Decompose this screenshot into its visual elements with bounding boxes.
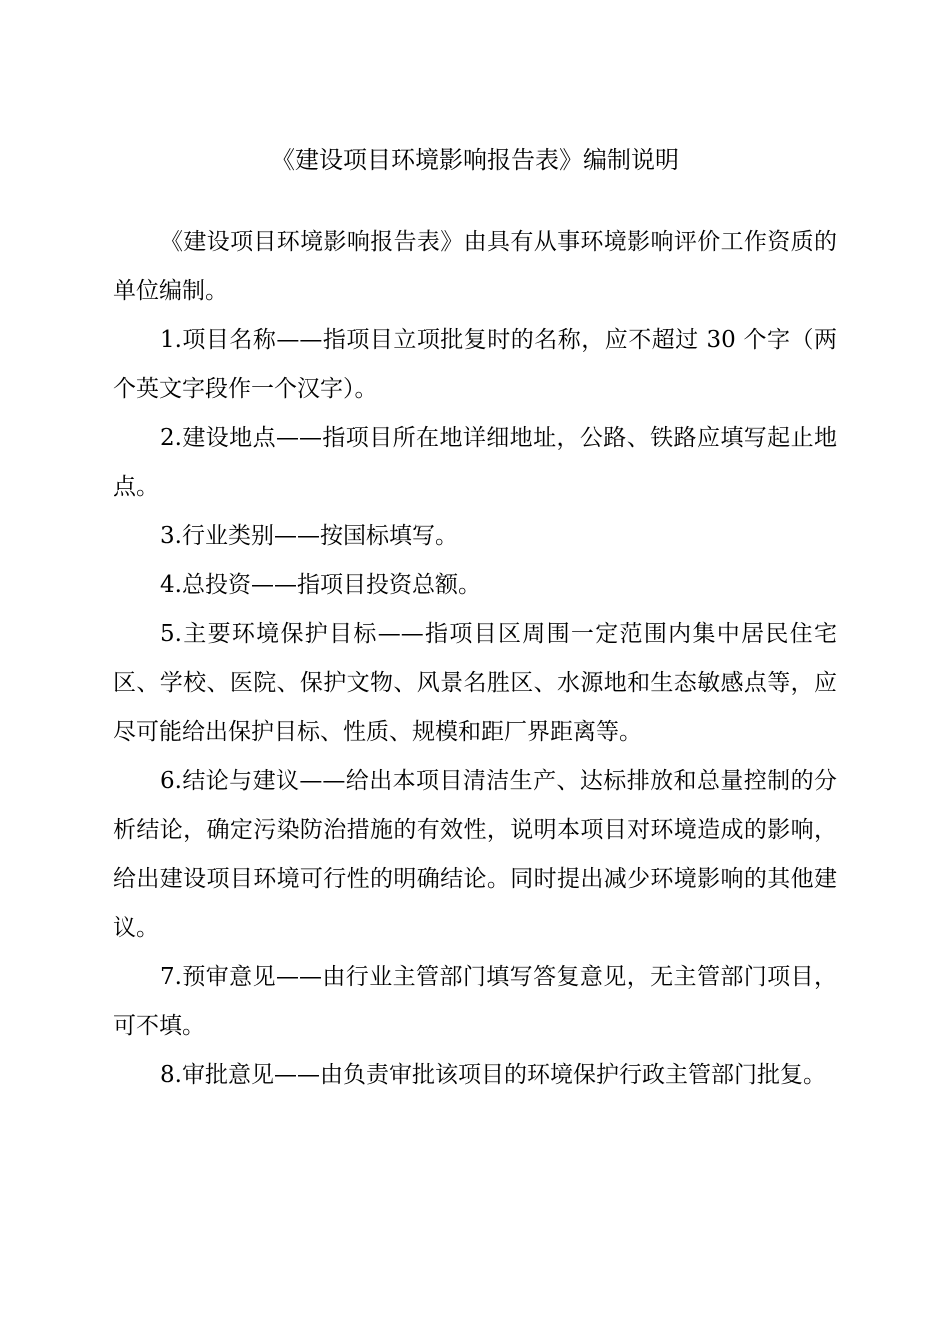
item-total-investment: 4.总投资——指项目投资总额。: [160, 572, 481, 598]
document-title: 《建设项目环境影响报告表》编制说明: [271, 146, 679, 174]
item-preliminary-review: 7.预审意见——由行业主管部门填写答复意见，无主管部门项目，可不填。: [113, 964, 837, 1039]
item-conclusions-suggestions: 6.结论与建议——给出本项目清洁生产、达标排放和总量控制的分析结论，确定污染防治措施的有效性，说明本项目对环境造成的影响，给出建设项目环境可行性的明确结论。同时提出减少环境影响的其他建议。: [113, 768, 837, 941]
intro-paragraph: 《建设项目环境影响报告表》由具有从事环境影响评价工作资质的单位编制。: [113, 229, 837, 304]
item-protection-targets: 5.主要环境保护目标——指项目区周围一定范围内集中居民住宅区、学校、医院、保护文物、风景名胜区、水源地和生态敏感点等，应尽可能给出保护目标、性质、规模和距厂界距离等。: [113, 621, 837, 745]
item-approval-opinion: 8.审批意见——由负责审批该项目的环境保护行政主管部门批复。: [160, 1062, 826, 1088]
item-industry-category: 3.行业类别——按国标填写。: [160, 523, 458, 549]
document-body: [113, 218, 837, 1100]
item-project-name: 1.项目名称——指项目立项批复时的名称，应不超过 30 个字（两个英文字段作一个汉字）。: [113, 327, 837, 402]
item-construction-site: 2.建设地点——指项目所在地详细地址，公路、铁路应填写起止地点。: [113, 425, 837, 500]
